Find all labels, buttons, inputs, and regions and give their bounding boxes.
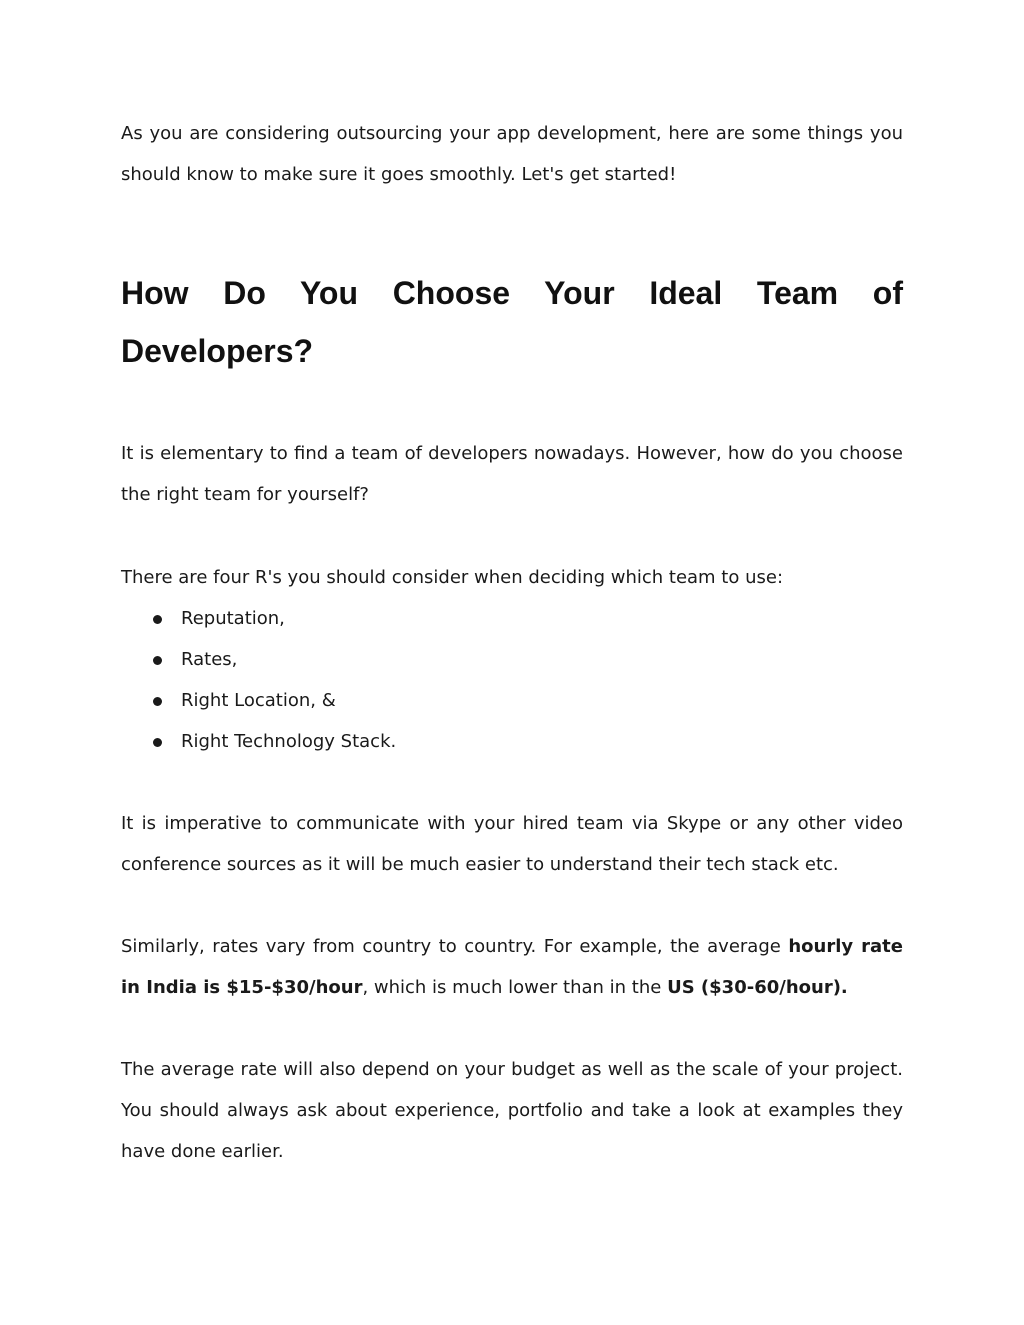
imperative-paragraph: It is imperative to communicate with your hired team via Skype or any other video conference sources as it will be much easier to understand their tech stack etc. — [121, 813, 903, 875]
four-rs-list — [121, 598, 903, 762]
bullet-icon — [153, 697, 162, 706]
list-item-label: Reputation, — [181, 608, 285, 629]
list-item — [121, 680, 903, 721]
list-item — [121, 598, 903, 639]
intro-paragraph: As you are considering outsourcing your app development, here are some things you should know to make sure it goes smoothly. Let's get started! — [121, 123, 903, 185]
list-item — [121, 721, 903, 762]
section-heading: How Do You Choose Your Ideal Team of Developers? — [121, 275, 903, 369]
list-item — [121, 639, 903, 680]
average-rate-paragraph: The average rate will also depend on your budget as well as the scale of your project. You should always ask about experience, portfolio and take a look at examples they have done earlier. — [121, 1059, 903, 1162]
list-item-label: Right Technology Stack. — [181, 731, 397, 752]
rates-india-bold: hourly rate in India is $15-$30/hour — [121, 936, 903, 998]
rates-text-part1: Similarly, rates vary from country to country. For example, the average — [121, 936, 789, 957]
elementary-paragraph: It is elementary to find a team of developers nowadays. However, how do you choose the right team for yourself? — [121, 443, 903, 505]
four-rs-intro-paragraph: There are four R's you should consider when deciding which team to use: — [121, 567, 784, 588]
bullet-icon — [153, 738, 162, 747]
bullet-icon — [153, 615, 162, 624]
rates-text-part2: , which is much lower than in the — [362, 977, 668, 998]
bullet-icon — [153, 656, 162, 665]
rates-paragraph — [121, 926, 903, 1008]
list-item-label: Right Location, & — [181, 690, 336, 711]
rates-us-bold: US ($30-60/hour). — [667, 977, 848, 998]
list-item-label: Rates, — [181, 649, 238, 670]
